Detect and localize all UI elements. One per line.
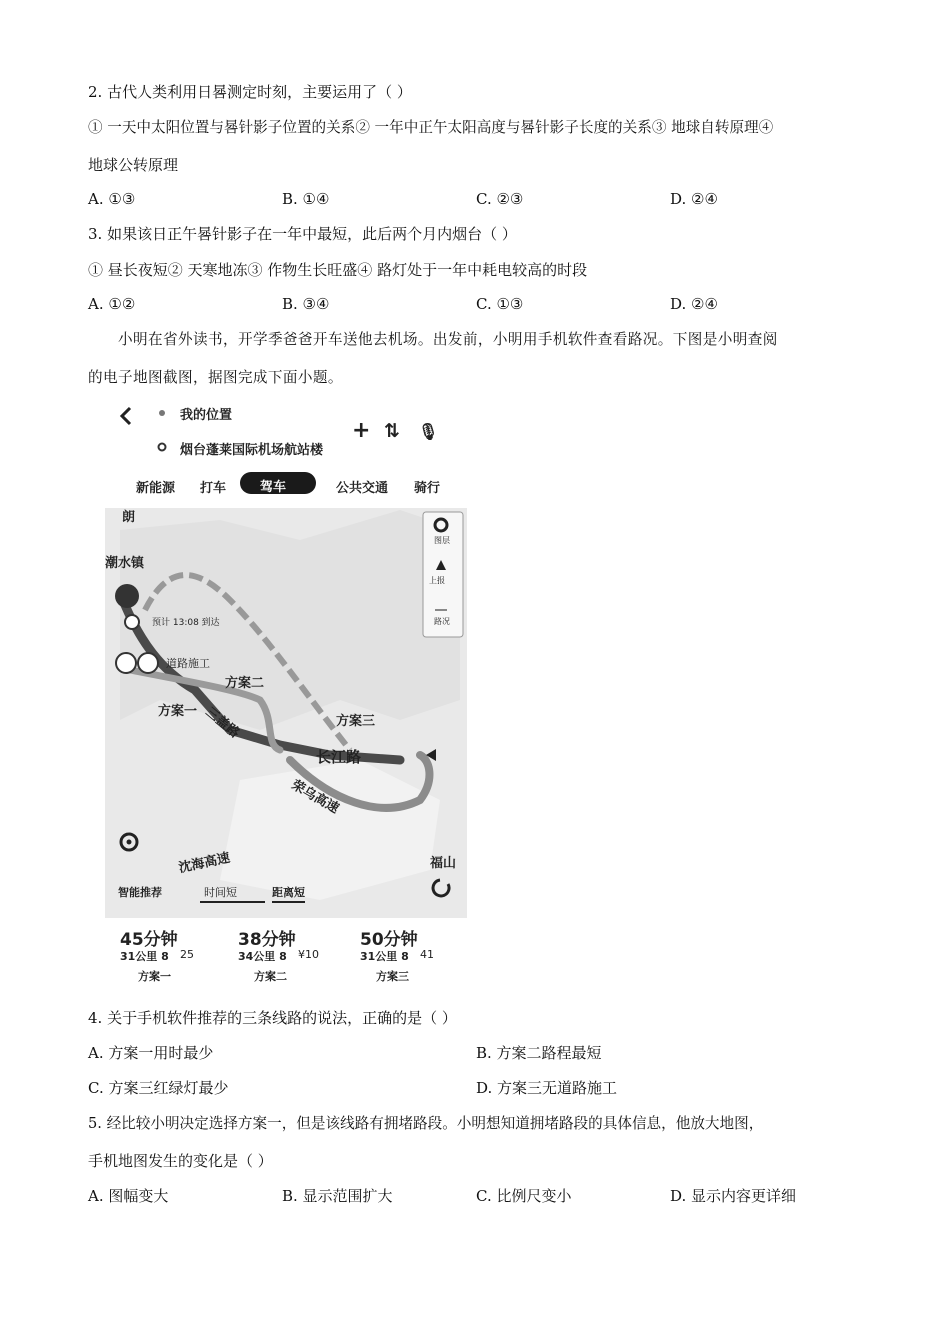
q2-option-c[interactable]: C. ②③ <box>476 190 524 208</box>
q3-option-d[interactable]: D. ②④ <box>670 295 718 313</box>
tab-shortest-distance[interactable]: 距离短 <box>272 886 305 899</box>
plan-2-name: 方案二 <box>254 970 287 983</box>
road-label-changjiang: 长江路 <box>316 748 362 766</box>
q5-stem-line1: 5. 经比较小明决定选择方案一，但是该线路有拥堵路段。小明想知道拥堵路段的具体信息，他放大地图， <box>88 1115 764 1132</box>
q2-items-line2: 地球公转原理 <box>88 156 179 174</box>
plan-3-detail: 31公里 8 <box>360 950 409 963</box>
route-label-plan-3: 方案三 <box>336 714 376 729</box>
q5-option-d[interactable]: D. 显示内容更详细 <box>670 1187 797 1205</box>
q4-option-c[interactable]: C. 方案三红绿灯最少 <box>88 1079 229 1097</box>
q3-items: ① 昼长夜短② 天寒地冻③ 作物生长旺盛④ 路灯处于一年中耗电较高的时段 <box>88 261 588 279</box>
eta-note: 预计 13:08 到达 <box>152 618 220 628</box>
plan-2-lights: ¥10 <box>298 948 319 961</box>
construction-label: 道路施工 <box>166 657 210 670</box>
q5-option-b[interactable]: B. 显示范围扩大 <box>282 1187 393 1205</box>
place-label-chaoshui: 潮水镇 <box>105 556 145 571</box>
plan-3-time[interactable]: 50分钟 <box>360 930 418 950</box>
tab-shortest-time[interactable]: 时间短 <box>204 886 237 899</box>
q2-option-a[interactable]: A. ①③ <box>88 190 136 208</box>
road-label-shenhai: 沈海高速 <box>177 850 232 877</box>
route-label-plan-1: 方案一 <box>158 704 198 719</box>
passage-line1: 小明在省外读书，开学季爸爸开车送他去机场。出发前，小明用手机软件查看路况。下图是小明查阅 <box>118 331 778 348</box>
plan-3-lights: 41 <box>420 948 434 961</box>
report-label: 上报 <box>429 576 445 585</box>
q4-option-a[interactable]: A. 方案一用时最少 <box>88 1044 214 1062</box>
waypoint-marker <box>125 615 139 629</box>
q5-option-c[interactable]: C. 比例尺变小 <box>476 1187 572 1205</box>
q2-option-d[interactable]: D. ②④ <box>670 190 718 208</box>
q2-stem: 2. 古代人类利用日晷测定时刻，主要运用了（ ） <box>88 83 412 101</box>
plan-1-lights: 25 <box>180 948 194 961</box>
plan-1-time[interactable]: 45分钟 <box>120 930 178 950</box>
passage-line2: 的电子地图截图，据图完成下面小题。 <box>88 369 343 386</box>
destination-label: 烟台蓬莱国际机场航站楼 <box>180 443 324 458</box>
voice-icon[interactable]: 🎙 <box>418 422 439 441</box>
route-label-plan-2: 方案二 <box>225 676 265 691</box>
tab-smart[interactable]: 智能推荐 <box>118 886 162 899</box>
traffic-label: 路况 <box>434 617 450 626</box>
plan-1-name: 方案一 <box>138 970 171 983</box>
construction-marker-2 <box>138 653 158 673</box>
q5-option-a[interactable]: A. 图幅变大 <box>88 1187 169 1205</box>
swap-icon[interactable]: ⇅ <box>384 420 400 442</box>
q3-option-b[interactable]: B. ③④ <box>282 295 330 313</box>
plan-3-name: 方案三 <box>376 970 409 983</box>
plan-1-detail: 31公里 8 <box>120 950 169 963</box>
q4-option-d[interactable]: D. 方案三无道路施工 <box>476 1079 618 1097</box>
mode-new-energy[interactable]: 新能源 <box>136 481 176 496</box>
road-label-sangai: 三盖路 <box>202 704 242 742</box>
plan-2-detail: 34公里 8 <box>238 950 287 963</box>
start-marker <box>115 584 139 608</box>
destination-dot-icon <box>159 444 166 451</box>
q3-option-a[interactable]: A. ①② <box>88 295 136 313</box>
add-waypoint-icon[interactable]: + <box>352 418 371 443</box>
place-label-fushan: 福山 <box>430 856 457 871</box>
road-label-rongwu: 荣乌高速 <box>288 777 342 817</box>
q4-stem: 4. 关于手机软件推荐的三条线路的说法，正确的是（ ） <box>88 1009 457 1027</box>
mode-taxi[interactable]: 打车 <box>200 481 227 496</box>
q3-option-c[interactable]: C. ①③ <box>476 295 524 313</box>
q2-option-b[interactable]: B. ①④ <box>282 190 330 208</box>
q4-option-b[interactable]: B. 方案二路程最短 <box>476 1044 602 1062</box>
back-arrow-icon <box>122 408 130 424</box>
mode-drive[interactable]: 驾车 <box>260 480 287 495</box>
origin-dot-icon <box>159 410 165 416</box>
q5-stem-line2: 手机地图发生的变化是（ ） <box>88 1152 273 1170</box>
mode-bike[interactable]: 骑行 <box>414 481 441 496</box>
layers-label: 图层 <box>434 536 450 545</box>
mode-transit[interactable]: 公共交通 <box>336 481 389 496</box>
my-location-label: 我的位置 <box>180 408 233 423</box>
map-screenshot <box>100 400 470 990</box>
construction-marker <box>116 653 136 673</box>
place-label-top: 朗 <box>122 510 136 525</box>
plan-2-time[interactable]: 38分钟 <box>238 930 296 950</box>
q3-stem: 3. 如果该日正午晷针影子在一年中最短，此后两个月内烟台（ ） <box>88 225 517 243</box>
q2-items-line1: ① 一天中太阳位置与晷针影子位置的关系② 一年中正午太阳高度与晷针影子长度的关系③ 地球自转原理④ <box>88 119 774 136</box>
